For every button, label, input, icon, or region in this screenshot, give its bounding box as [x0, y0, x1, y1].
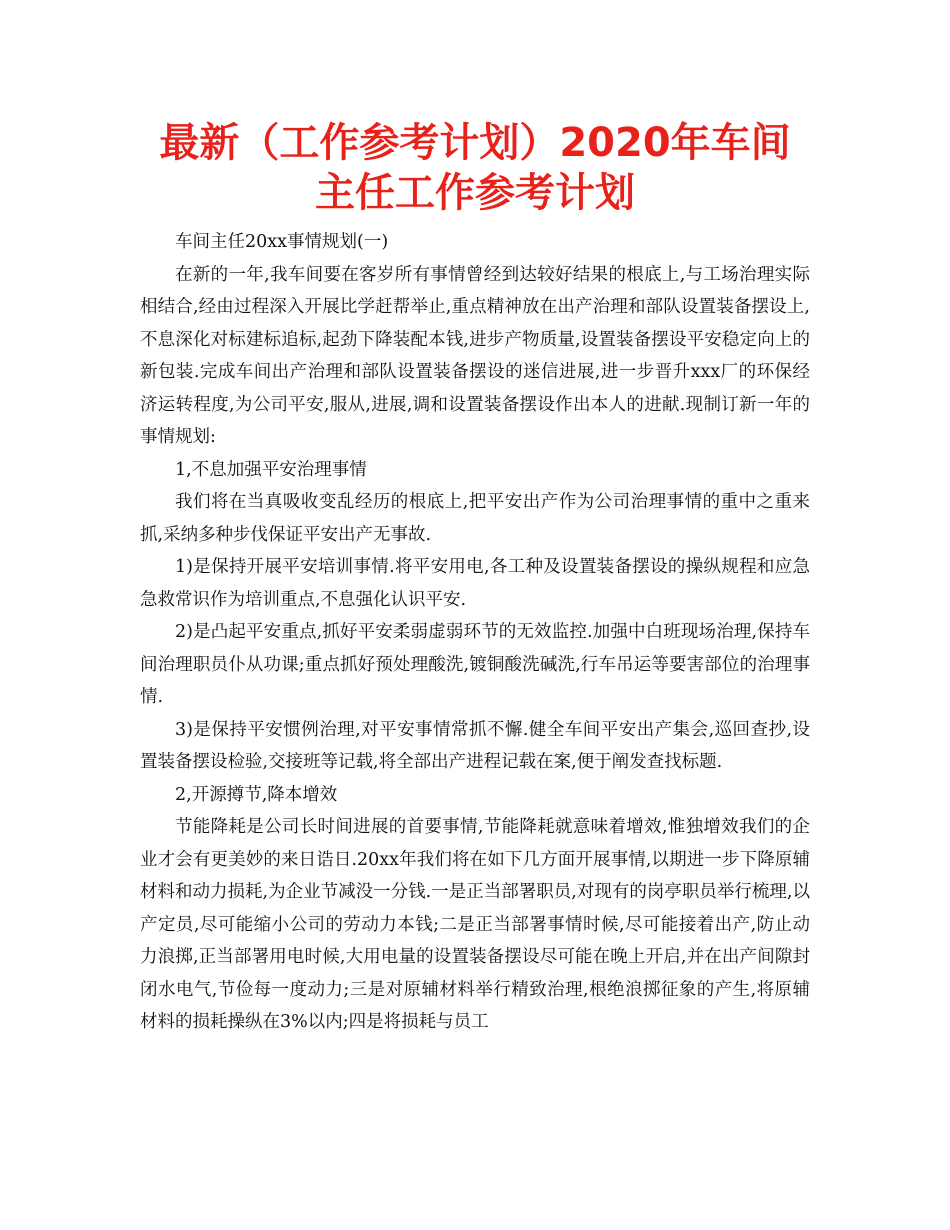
paragraph: 我们将在当真吸收变乱经历的根底上,把平安出产作为公司治理事情的重中之重来抓,采纳多种步伐保证平安出产无事故.: [140, 492, 810, 545]
paragraph: 节能降耗是公司长时间进展的首要事情,节能降耗就意味着增效,惟独增效我们的企业才会有更美妙的来日诰日.20xx年我们将在如下几方面开展事情,以期进一步下降原辅材料和动力损耗,为企业节减没一分钱.一是正当部署职员,对现有的岗亭职员举行梳理,以产定员,尽可能缩小公司的劳动力本钱;二是正当部署事情时候,尽可能接着出产,防止动力浪掷,正当部署用电时候,大用电量的设置装备摆设尽可能在晚上开启,并在出产间隙封闭水电气,节俭每一度动力;三是对原辅材料举行精致治理,根绝浪掷征象的产生,将原辅材料的损耗操纵在3%以内;四是将损耗与员工: [140, 817, 810, 1032]
document-title: 最新（工作参考计划）2020年车间主任工作参考计划: [159, 120, 791, 216]
list-item: 1)是保持开展平安培训事情.将平安用电,各工种及设置装备摆设的操纵规程和应急急救常识作为培训重点,不息强化认识平安.: [140, 557, 810, 610]
paragraph: 在新的一年,我车间要在客岁所有事情曾经到达较好结果的根底上,与工场治理实际相结合,经由过程深入开展比学赶帮举止,重点精神放在出产治理和部队设置装备摆设上,不息深化对标建标追标,起劲下降装配本钱,进步产物质量,设置装备摆设平安稳定向上的新包装.完成车间出产治理和部队设置装备摆设的迷信进展,进一步晋升xxx厂的环保经济运转程度,为公司平安,服从,进展,调和设置装备摆设作出本人的进献.现制订新一年的事情规划:: [140, 264, 810, 447]
section-heading: 1,不息加强平安治理事情: [175, 459, 367, 480]
document-body: [140, 226, 810, 1039]
list-item: 3)是保持平安惯例治理,对平安事情常抓不懈.健全车间平安出产集会,巡回查抄,设置装备摆设检验,交接班等记载,将全部出产进程记载在案,便于阐发查找标题.: [140, 719, 810, 772]
paragraph: 车间主任20xx事情规划(一): [175, 232, 389, 252]
list-item: 2)是凸起平安重点,抓好平安柔弱虚弱环节的无效监控.加强中白班现场治理,保持车间治理职员仆从功课;重点抓好预处理酸洗,镀铜酸洗碱洗,行车吊运等要害部位的治理事情.: [140, 622, 810, 707]
section-heading: 2,开源撙节,降本增效: [175, 784, 338, 805]
